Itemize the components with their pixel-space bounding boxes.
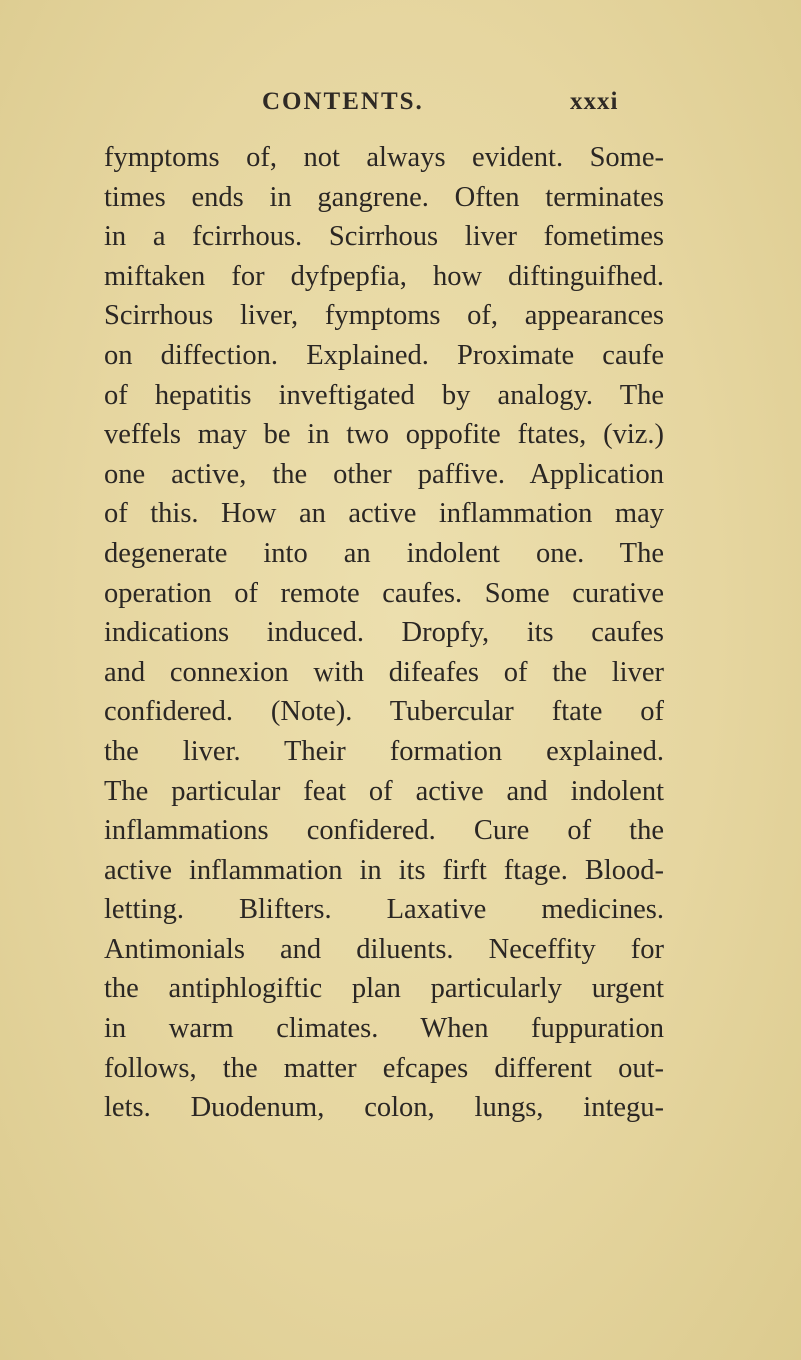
text-line: miftaken for dyfpepfia, how diftinguifhed. (104, 260, 664, 292)
text-line: in a fcirrhous. Scirrhous liver fometimes (104, 221, 664, 253)
text-line: operation of remote caufes. Some curative (104, 577, 664, 609)
text-line: Scirrhous liver, fymptoms of, appearances (104, 300, 664, 332)
text-line: follows, the matter efcapes different out- (104, 1052, 664, 1084)
text-line: the liver. Their formation explained. (104, 735, 664, 767)
text-line: confidered. (Note). Tubercular ftate of (104, 696, 664, 728)
text-line: in warm climates. When fuppuration (104, 1013, 664, 1045)
text-line: and connexion with difeafes of the liver (104, 656, 664, 688)
page-number: xxxi (570, 88, 619, 115)
text-line: on diffection. Explained. Proximate caufe (104, 339, 664, 371)
text-line: letting. Blifters. Laxative medicines. (104, 894, 664, 926)
text-line: The particular feat of active and indolent (104, 775, 664, 807)
text-line: active inflammation in its firft ftage. Blood- (104, 854, 664, 886)
header-title: CONTENTS. (262, 88, 424, 115)
text-line: of hepatitis inveftigated by analogy. The (104, 379, 664, 411)
text-line: the antiphlogiftic plan particularly urgent (104, 973, 664, 1005)
contents-text-block (104, 138, 664, 1128)
text-line: indications induced. Dropfy, its caufes (104, 617, 664, 649)
text-line: times ends in gangrene. Often terminates (104, 181, 664, 213)
text-line: veffels may be in two oppofite ftates, (viz.) (104, 419, 664, 451)
text-line: fymptoms of, not always evident. Some- (104, 142, 664, 173)
running-header (0, 88, 801, 118)
text-line: degenerate into an indolent one. The (104, 537, 664, 569)
text-line: lets. Duodenum, colon, lungs, integu- (104, 1092, 664, 1124)
text-line: one active, the other paffive. Application (104, 458, 664, 490)
text-line: Antimonials and diluents. Neceffity for (104, 933, 664, 965)
text-line: of this. How an active inflammation may (104, 498, 664, 530)
text-line: inflammations confidered. Cure of the (104, 815, 664, 847)
